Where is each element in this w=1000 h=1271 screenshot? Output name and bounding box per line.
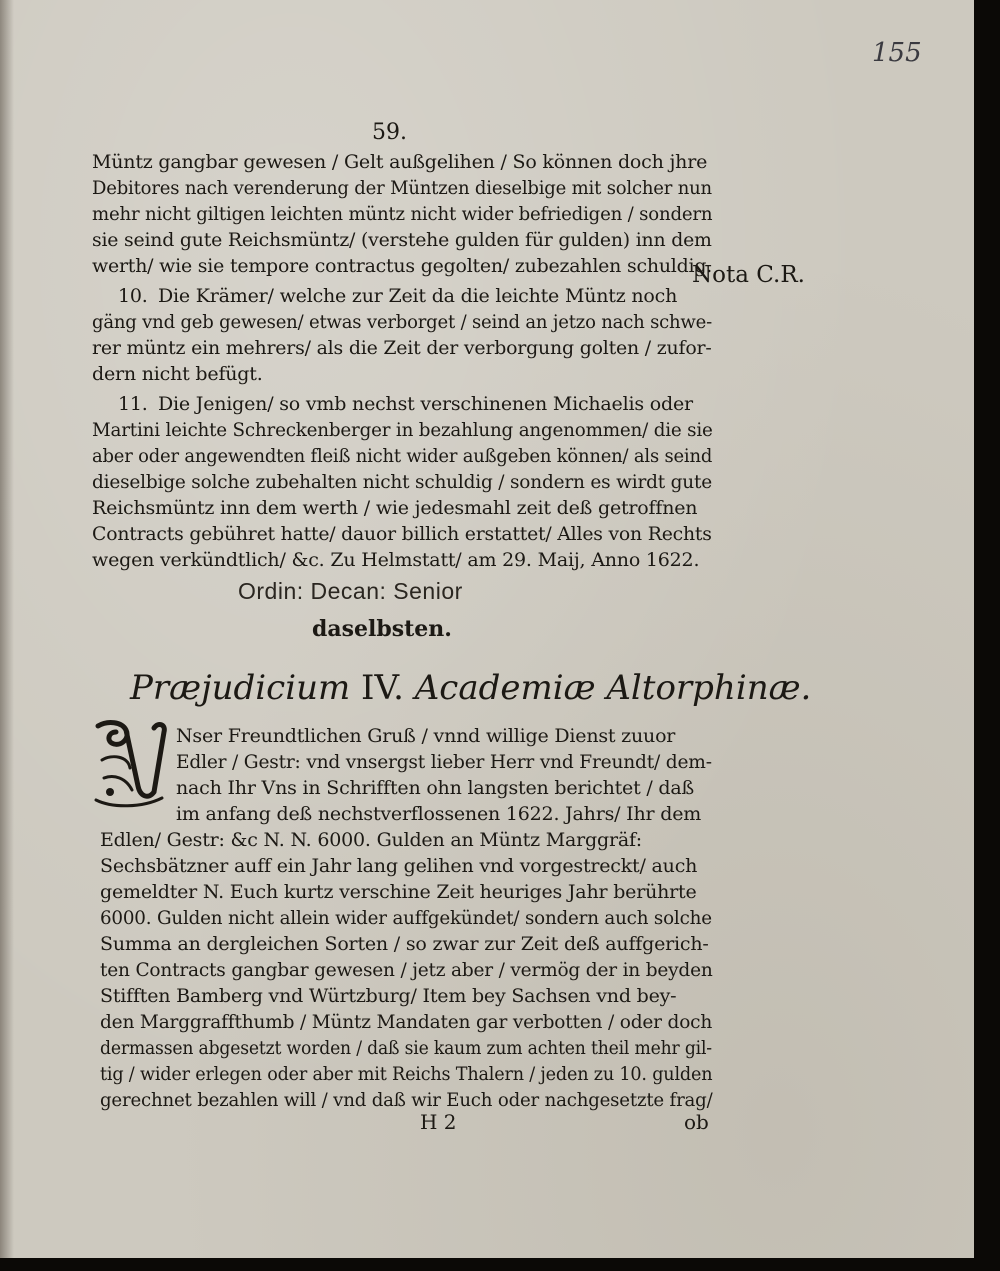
text-line: Edlen/ Gestr: &c N. N. 6000. Gulden an Müntz Marggräf:: [100, 829, 642, 851]
text-line: dermassen abgesetzt worden / daß sie kaum zum achten theil mehr gil-: [100, 1037, 712, 1059]
item-11-first-line: [118, 392, 693, 416]
text-line: dern nicht befügt.: [92, 363, 263, 385]
catchword: ob: [684, 1110, 709, 1134]
marginal-note: Nota C.R.: [692, 262, 805, 288]
item-number: 11.: [118, 393, 148, 415]
text-line: rer müntz ein mehrers/ als die Zeit der verborgung golten / zufor-: [92, 337, 712, 359]
heading-prefix: Præjudicium: [130, 668, 351, 708]
text-line: tig / wider erlegen oder aber mit Reichs Thalern / jeden zu 10. gulden: [100, 1063, 713, 1085]
text-line: Sechsbätzner auff ein Jahr lang gelihen vnd vorgestreckt/ auch: [100, 855, 698, 877]
text-line: werth/ wie sie tempore contractus gegolten/ zubezahlen schuldig.: [92, 255, 713, 277]
text-line: Reichsmüntz inn dem werth / wie jedesmahl zeit deß getroffnen: [92, 497, 698, 519]
page-number: 59.: [372, 120, 407, 145]
text-line: ten Contracts gangbar gewesen / jetz aber / vermög der in beyden: [100, 959, 713, 981]
text-line: Müntz gangbar gewesen / Gelt außgelihen / So können doch jhre: [92, 151, 708, 173]
text-line: Stifften Bamberg vnd Würtzburg/ Item bey Sachsen vnd bey-: [100, 985, 677, 1007]
text-line: wegen verkündtlich/ &c. Zu Helmstatt/ am 29. Maij, Anno 1622.: [92, 549, 700, 571]
signature-mark: H 2: [420, 1110, 457, 1134]
text-line: Debitores nach verenderung der Müntzen dieselbige mit solcher nun: [92, 177, 712, 199]
heading-roman: IV.: [361, 668, 404, 708]
text-line: Contracts gebühret hatte/ dauor billich erstattet/ Alles von Rechts: [92, 523, 712, 545]
text-line: 6000. Gulden nicht allein wider auffgekündet/ sondern auch solche: [100, 907, 712, 929]
dropcap-initial: [92, 716, 170, 812]
folio-number: 155: [872, 38, 922, 68]
section-heading: [130, 668, 811, 708]
text-line: Die Jenigen/ so vmb nechst verschinenen Michaelis oder: [158, 393, 693, 415]
signature-place: daselbsten.: [312, 616, 452, 642]
text-line: mehr nicht giltigen leichten müntz nicht wider befriedigen / sondern: [92, 203, 713, 225]
text-line: aber oder angewendten fleiß nicht wider außgeben können/ als seind: [92, 445, 713, 467]
text-line: Die Krämer/ welche zur Zeit da die leichte Müntz noch: [158, 285, 678, 307]
item-10-first-line: [118, 284, 677, 308]
text-line: im anfang deß nechstverflossenen 1622. Jahrs/ Ihr dem: [176, 803, 702, 825]
signature-title: Ordin: Decan: Senior: [238, 578, 463, 604]
heading-suffix: Academiæ Altorphinæ.: [414, 668, 812, 708]
text-line: Martini leichte Schreckenberger in bezahlung angenommen/ die sie: [92, 419, 713, 441]
item-number: 10.: [118, 285, 148, 307]
text-line: nach Ihr Vns in Schrifften ohn langsten berichtet / daß: [176, 777, 695, 799]
text-line: gerechnet bezahlen will / vnd daß wir Euch oder nachgesetzte frag/: [100, 1089, 713, 1111]
text-line: dieselbige solche zubehalten nicht schuldig / sondern es wirdt gute: [92, 471, 712, 493]
text-line: Nser Freundtlichen Gruß / vnnd willige Dienst zuuor: [176, 725, 676, 747]
text-line: gäng vnd geb gewesen/ etwas verborget / seind an jetzo nach schwe-: [92, 311, 713, 333]
binding-shadow: [0, 0, 14, 1258]
text-line: Summa an dergleichen Sorten / so zwar zur Zeit deß auffgerich-: [100, 933, 709, 955]
text-line: sie seind gute Reichsmüntz/ (verstehe gulden für gulden) inn dem: [92, 229, 712, 251]
text-line: gemeldter N. Euch kurtz verschine Zeit heuriges Jahr berührte: [100, 881, 697, 903]
text-line: den Marggraffthumb / Müntz Mandaten gar verbotten / oder doch: [100, 1011, 713, 1033]
text-line: Edler / Gestr: vnd vnsergst lieber Herr vnd Freundt/ dem-: [176, 751, 712, 773]
